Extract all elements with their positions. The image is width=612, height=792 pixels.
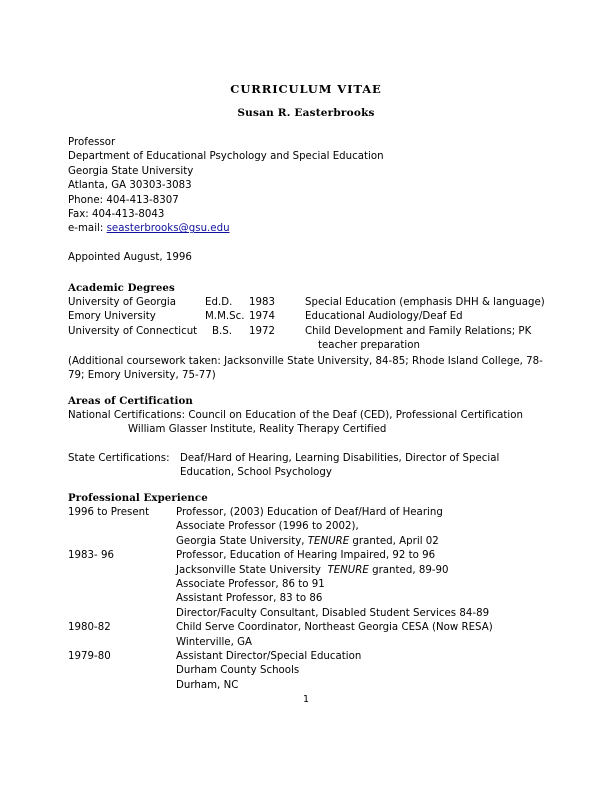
degree-field: Educational Audiology/Deaf Ed [305, 311, 463, 323]
experience-text-tail: granted, 89-90 [368, 564, 449, 576]
experience-text: Professor, Education of Hearing Impaired, 92 to 96 [176, 550, 436, 562]
degree-institution: Emory University [68, 311, 156, 323]
experience-text: Georgia State University, [176, 535, 308, 547]
degree-institution: University of Connecticut [68, 325, 198, 337]
experience-line [176, 592, 322, 606]
experience-text: Durham County Schools [176, 665, 300, 677]
degree-field: Child Development and Family Relations; PK [305, 325, 532, 337]
national-certifications-line1: National Certifications: Council on Education of the Deaf (CED), Professional Certification [68, 410, 523, 421]
degree-field-continued: teacher preparation [318, 340, 420, 352]
section-heading-academic-degrees: Academic Degrees [68, 282, 175, 294]
experience-emphasis: TENURE [307, 535, 350, 547]
experience-line [176, 650, 361, 664]
experience-text: Professor, (2003) Education of Deaf/Hard of Hearing [176, 507, 443, 518]
page-number: 1 [302, 694, 310, 705]
state-certifications-line1: Deaf/Hard of Hearing, Learning Disabilities, Director of Special [180, 453, 500, 464]
degree-year: 1974 [249, 311, 276, 323]
experience-dates: 1979-80 [68, 651, 111, 662]
degree-year: 1983 [249, 297, 276, 308]
experience-line [176, 506, 443, 520]
experience-text: Associate Professor, 86 to 91 [176, 579, 325, 590]
degree-type: M.M.Sc. [205, 311, 245, 323]
experience-text: Child Serve Coordinator, Northeast Georgia CESA (Now RESA) [176, 622, 493, 634]
experience-dates: 1980-82 [68, 622, 111, 634]
experience-dates: 1983- 96 [68, 550, 114, 562]
experience-line [176, 535, 439, 549]
experience-text: Jacksonville State University [176, 564, 328, 576]
experience-text: Associate Professor (1996 to 2002), [176, 521, 359, 533]
experience-text: Assistant Professor, 83 to 86 [176, 593, 323, 605]
experience-text: Assistant Director/Special Education [176, 651, 362, 662]
experience-line [176, 564, 449, 578]
experience-dates: 1996 to Present [68, 507, 150, 518]
degree-institution: University of Georgia [68, 297, 177, 308]
contact-department: Department of Educational Psychology and Special Education [68, 151, 384, 163]
author-name: Susan R. Easterbrooks [237, 107, 375, 119]
experience-line [176, 621, 493, 635]
experience-text: Director/Faculty Consultant, Disabled Student Services 84-89 [176, 607, 490, 619]
experience-line [176, 636, 252, 650]
state-certifications-line2: Education, School Psychology [180, 467, 332, 479]
contact-fax: Fax: 404-413-8043 [68, 209, 165, 220]
experience-line [176, 607, 489, 621]
experience-line [176, 664, 299, 678]
contact-address: Atlanta, GA 30303-3083 [68, 180, 192, 192]
page-title: CURRICULUM VITAE [230, 82, 382, 96]
coursework-note-line2: 79; Emory University, 75-77) [68, 370, 216, 382]
appointed-date: Appointed August, 1996 [68, 252, 192, 263]
experience-emphasis: TENURE [327, 564, 369, 576]
section-heading-professional-experience: Professional Experience [68, 492, 208, 504]
experience-text: Durham, NC [176, 679, 239, 691]
degree-year: 1972 [249, 325, 276, 337]
experience-line [176, 679, 238, 693]
experience-line [176, 520, 359, 534]
email-label: e-mail: [68, 223, 107, 235]
experience-line [176, 549, 435, 563]
contact-phone: Phone: 404-413-8307 [68, 194, 179, 206]
state-certifications-label: State Certifications: [68, 453, 170, 464]
coursework-note-line1: (Additional coursework taken: Jacksonville State University, 84-85; Rhode Island College, 78- [68, 356, 543, 367]
degree-type: Ed.D. [205, 297, 233, 308]
degree-field: Special Education (emphasis DHH & language) [305, 297, 545, 308]
experience-text-tail: granted, April 02 [349, 535, 439, 547]
contact-institution: Georgia State University [68, 165, 194, 177]
section-heading-areas-of-certification: Areas of Certification [68, 395, 193, 407]
contact-email-row [68, 222, 230, 236]
contact-position: Professor [68, 137, 116, 148]
experience-text: Winterville, GA [176, 636, 253, 648]
experience-line [176, 578, 325, 592]
degree-type: B.S. [212, 325, 233, 337]
email-link[interactable]: seasterbrooks@gsu.edu [106, 223, 230, 235]
national-certifications-line2: William Glasser Institute, Reality Therapy Certified [128, 424, 387, 436]
